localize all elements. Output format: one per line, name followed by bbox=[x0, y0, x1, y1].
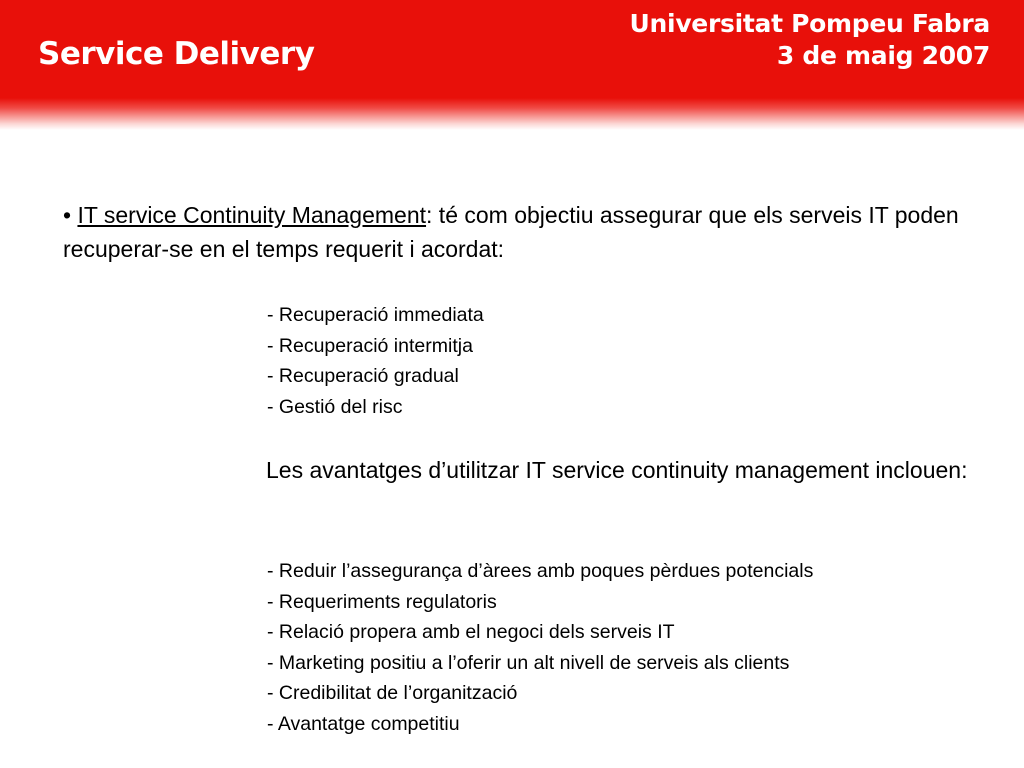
list-item: - Recuperació immediata bbox=[267, 304, 484, 326]
list-item: - Recuperació gradual bbox=[267, 365, 459, 387]
slide-title: Service Delivery bbox=[38, 36, 315, 72]
presentation-date: 3 de maig 2007 bbox=[776, 41, 990, 70]
intro-paragraph bbox=[63, 198, 963, 266]
list-item: - Avantatge competitiu bbox=[267, 712, 460, 735]
institution-name: Universitat Pompeu Fabra bbox=[629, 9, 990, 38]
list-item: - Marketing positiu a l’oferir un alt nivell de serveis als clients bbox=[267, 651, 790, 674]
benefits-list bbox=[267, 556, 813, 739]
term-definition: : té com objectiu assegurar que els serveis IT poden recuperar-se en el temps requerit i acordat: bbox=[63, 202, 959, 262]
recovery-options-list bbox=[267, 300, 484, 422]
list-item: - Gestió del risc bbox=[267, 395, 403, 418]
list-item: - Credibilitat de l’organització bbox=[267, 682, 518, 704]
bullet-marker: • bbox=[63, 202, 72, 228]
key-term: IT service Continuity Management bbox=[77, 202, 427, 228]
header-meta bbox=[630, 8, 990, 72]
list-item: - Recuperació intermitja bbox=[267, 334, 473, 357]
list-item: - Relació propera amb el negoci dels serveis IT bbox=[267, 621, 675, 643]
list-item: - Requeriments regulatoris bbox=[267, 590, 497, 613]
benefits-heading: Les avantatges d’utilitzar IT service continuity management inclouen: bbox=[266, 457, 968, 483]
list-item: - Reduir l’assegurança d’àrees amb poques pèrdues potencials bbox=[267, 560, 814, 582]
